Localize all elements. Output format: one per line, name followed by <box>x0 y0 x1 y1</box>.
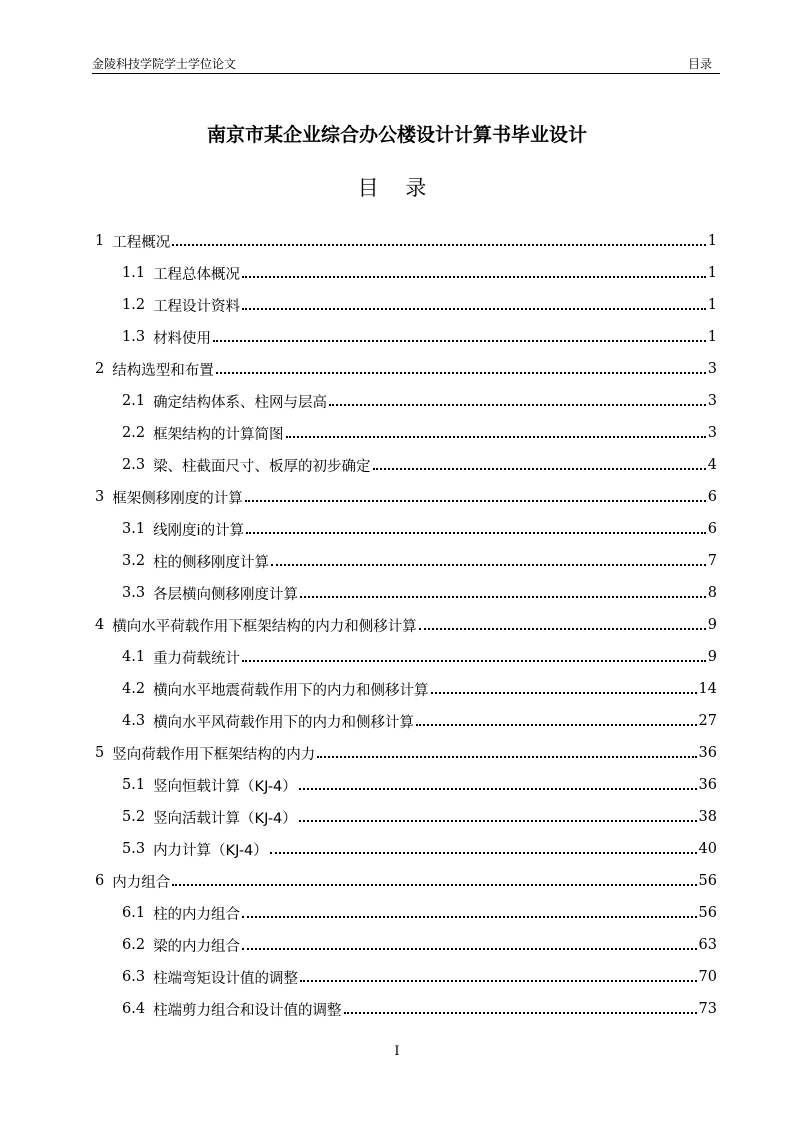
toc-entry-page: 38 <box>698 809 717 825</box>
toc-entry-page: 4 <box>707 457 717 473</box>
toc-entry[interactable] <box>95 577 717 609</box>
toc-leader-dots <box>299 788 697 790</box>
toc-entry-label: 梁、柱截面尺寸、板厚的初步确定 <box>153 458 371 475</box>
toc-entry-page: 3 <box>707 361 717 377</box>
toc-entry-page: 63 <box>698 937 717 953</box>
toc-entry[interactable] <box>95 385 717 417</box>
header-thesis-name: 金陵科技学院学士学位论文 <box>92 57 237 71</box>
toc-leader-dots <box>245 500 706 502</box>
toc-entry-number: 3.3 <box>122 585 146 601</box>
toc-entry[interactable] <box>95 705 717 737</box>
toc-entry-label: 柱端剪力组合和设计值的调整 <box>153 1002 342 1019</box>
toc-entry-label: 线刚度i的计算 <box>153 522 245 539</box>
toc-entry[interactable] <box>95 961 717 993</box>
toc-entry-number: 1 <box>95 233 105 249</box>
toc-leader-dots <box>329 404 706 406</box>
toc-entry-page: 36 <box>698 745 717 761</box>
toc-entry-page: 56 <box>698 905 717 921</box>
toc-leader-dots <box>271 564 706 566</box>
toc-heading: 目 录 <box>357 176 437 200</box>
toc-entry-page: 6 <box>707 521 717 537</box>
toc-entry-number: 4.3 <box>122 713 146 729</box>
toc-entry[interactable] <box>95 929 717 961</box>
toc-leader-dots <box>213 340 706 342</box>
toc-entry-number: 6.4 <box>122 1001 146 1017</box>
toc-leader-dots <box>286 436 706 438</box>
toc-entry-number: 4.2 <box>122 681 146 697</box>
toc-entry-label: 梁的内力组合 <box>153 938 241 955</box>
toc-entry[interactable] <box>95 993 717 1025</box>
toc-entry-page: 70 <box>698 969 717 985</box>
toc-leader-dots <box>300 596 706 598</box>
toc-entry-number: 1.2 <box>122 297 146 313</box>
toc-entry-page: 1 <box>707 233 717 249</box>
toc-entry[interactable] <box>95 417 717 449</box>
toc-entry-page: 9 <box>707 617 717 633</box>
toc-entry-number: 5.1 <box>122 777 146 793</box>
toc-entry-page: 1 <box>707 329 717 345</box>
toc-entry-page: 3 <box>707 393 717 409</box>
toc-leader-dots <box>242 276 706 278</box>
toc-entry-number: 1.3 <box>122 329 146 345</box>
toc-entry[interactable] <box>95 225 717 257</box>
toc-entry-number: 3.2 <box>122 553 146 569</box>
toc-entry-number: 3.1 <box>122 521 146 537</box>
toc-entry-page: 73 <box>698 1001 717 1017</box>
toc-entry-page: 3 <box>707 425 717 441</box>
toc-entry-page: 1 <box>707 265 717 281</box>
table-of-contents <box>95 225 717 1025</box>
toc-entry[interactable] <box>95 801 717 833</box>
toc-entry[interactable] <box>95 897 717 929</box>
page-number: I <box>394 1044 400 1059</box>
toc-entry-label: 工程设计资料 <box>153 298 241 315</box>
toc-leader-dots <box>242 916 696 918</box>
toc-leader-dots <box>344 1012 697 1014</box>
toc-entry-label: 横向水平风荷载作用下的内力和侧移计算 <box>153 714 415 731</box>
header-section-name: 目录 <box>687 57 712 71</box>
toc-entry-label: 各层横向侧移刚度计算 <box>153 586 299 603</box>
toc-entry-page: 7 <box>707 553 717 569</box>
toc-entry[interactable] <box>95 641 717 673</box>
toc-entry-page: 40 <box>698 841 717 857</box>
toc-entry-label: 竖向荷载作用下框架结构的内力 <box>112 746 316 763</box>
toc-entry-label: 横向水平地震荷载作用下的内力和侧移计算 <box>153 682 429 699</box>
toc-entry-label: 柱的内力组合 <box>153 906 241 923</box>
toc-leader-dots <box>242 308 706 310</box>
toc-entry-number: 4 <box>95 617 105 633</box>
toc-entry-label: 材料使用 <box>153 330 212 347</box>
toc-entry-page: 56 <box>698 873 717 889</box>
toc-entry-label: 内力组合 <box>112 874 171 891</box>
toc-entry-label: 结构选型和布置 <box>112 362 214 379</box>
toc-entry[interactable] <box>95 865 717 897</box>
toc-entry-page: 6 <box>707 489 717 505</box>
toc-entry[interactable] <box>95 257 717 289</box>
toc-entry[interactable] <box>95 545 717 577</box>
toc-entry-label: 柱端弯矩设计值的调整 <box>153 970 299 987</box>
toc-entry-page: 27 <box>698 713 717 729</box>
toc-leader-dots <box>299 820 697 822</box>
toc-leader-dots <box>172 244 706 246</box>
toc-entry[interactable] <box>95 673 717 705</box>
toc-entry-page: 36 <box>698 777 717 793</box>
toc-entry[interactable] <box>95 481 717 513</box>
toc-entry-number: 5 <box>95 745 105 761</box>
toc-entry[interactable] <box>95 353 717 385</box>
toc-entry-number: 5.2 <box>122 809 146 825</box>
document-title: 南京市某企业综合办公楼设计计算书毕业设计 <box>206 124 587 146</box>
toc-entry[interactable] <box>95 737 717 769</box>
toc-entry-number: 6 <box>95 873 105 889</box>
toc-entry-page: 9 <box>707 649 717 665</box>
toc-entry-label: 竖向恒载计算（KJ-4） <box>153 778 297 795</box>
toc-entry-label: 框架侧移刚度的计算 <box>112 490 243 507</box>
toc-entry-page: 1 <box>707 297 717 313</box>
toc-leader-dots <box>317 756 696 758</box>
toc-leader-dots <box>419 628 706 630</box>
toc-entry-number: 6.1 <box>122 905 146 921</box>
toc-entry-number: 6.3 <box>122 969 146 985</box>
toc-entry-number: 2.3 <box>122 457 146 473</box>
toc-leader-dots <box>246 532 706 534</box>
toc-entry-label: 框架结构的计算简图 <box>153 426 284 443</box>
toc-entry[interactable] <box>95 833 717 865</box>
toc-entry-label: 竖向活载计算（KJ-4） <box>153 810 297 827</box>
toc-leader-dots <box>216 372 706 374</box>
toc-leader-dots <box>416 724 696 726</box>
toc-leader-dots <box>300 980 696 982</box>
toc-entry-number: 2 <box>95 361 105 377</box>
toc-entry-page: 8 <box>707 585 717 601</box>
toc-entry[interactable] <box>95 769 717 801</box>
toc-leader-dots <box>270 852 697 854</box>
toc-entry[interactable] <box>95 289 717 321</box>
toc-entry-label: 横向水平荷载作用下框架结构的内力和侧移计算 <box>112 618 417 635</box>
toc-entry[interactable] <box>95 609 717 641</box>
toc-entry-number: 2.1 <box>122 393 146 409</box>
toc-entry-label: 柱的侧移刚度计算 <box>153 554 270 571</box>
page-header <box>92 55 720 74</box>
toc-entry-number: 2.2 <box>122 425 146 441</box>
toc-entry-label: 确定结构体系、柱网与层高 <box>153 394 328 411</box>
toc-entry-number: 6.2 <box>122 937 146 953</box>
toc-leader-dots <box>242 948 696 950</box>
toc-entry-label: 工程总体概况 <box>153 266 241 283</box>
toc-entry-number: 5.3 <box>122 841 146 857</box>
toc-entry[interactable] <box>95 321 717 353</box>
toc-leader-dots <box>172 884 696 886</box>
toc-entry-number: 4.1 <box>122 649 146 665</box>
toc-entry[interactable] <box>95 513 717 545</box>
toc-entry-label: 工程概况 <box>112 234 171 251</box>
toc-entry[interactable] <box>95 449 717 481</box>
toc-entry-label: 重力荷载统计 <box>153 650 241 667</box>
toc-leader-dots <box>373 468 706 470</box>
toc-leader-dots <box>242 660 706 662</box>
toc-entry-page: 14 <box>698 681 717 697</box>
toc-leader-dots <box>431 692 697 694</box>
toc-entry-number: 3 <box>95 489 105 505</box>
toc-entry-label: 内力计算（KJ-4） <box>153 842 268 859</box>
toc-entry-number: 1.1 <box>122 265 146 281</box>
